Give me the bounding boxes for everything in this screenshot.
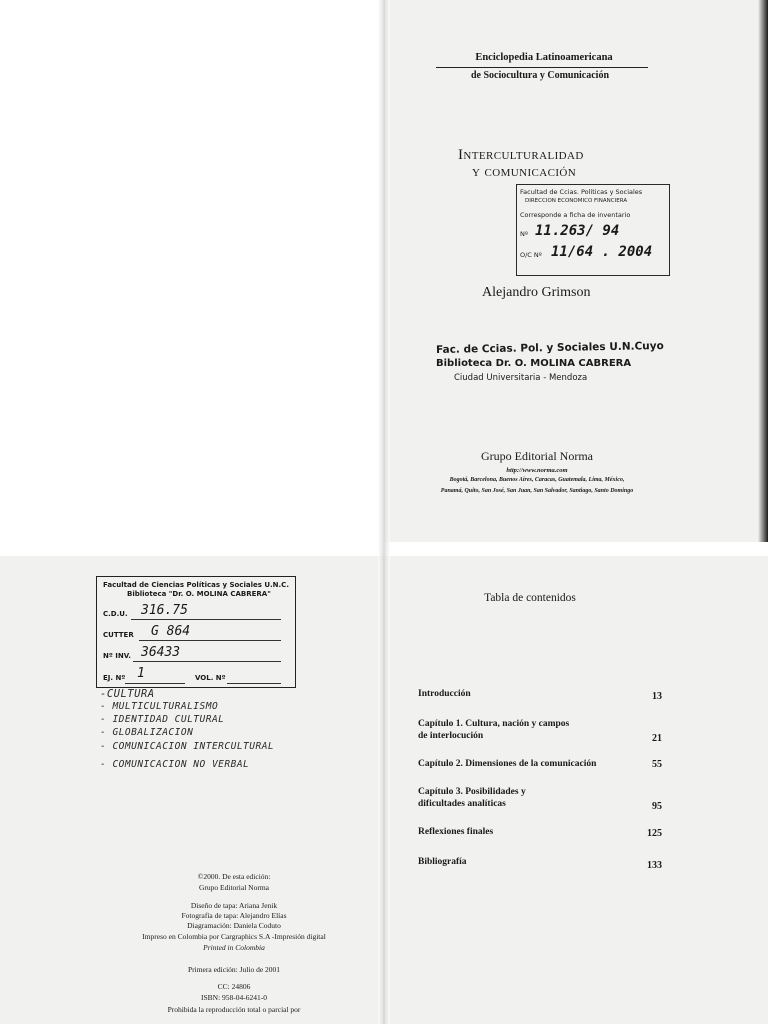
toc-page-number: 21 xyxy=(652,733,662,744)
isbn: ISBN: 958-04-6241-0 xyxy=(200,993,268,1002)
printed-in: Printed in Colombia xyxy=(203,943,265,952)
cover-design-credit: Diseño de tapa: Ariana Jenik xyxy=(190,901,278,910)
toc-entry: Bibliografía xyxy=(418,857,467,867)
publisher-cities-line2: Panamá, Quito, San José, San Juan, San Salvador, Santiago, Santo Domingo xyxy=(440,488,634,494)
inventory-value: 36433 xyxy=(141,645,181,660)
publisher-name: Grupo Editorial Norma xyxy=(481,449,593,463)
toc-page-number: 125 xyxy=(647,828,662,839)
author-name: Alejandro Grimson xyxy=(482,285,591,300)
toc-entry: Reflexiones finales xyxy=(418,827,494,837)
subject-heading: - IDENTIDAD CULTURAL xyxy=(100,714,225,725)
printer-credit: Impreso en Colombia por Cargraphics S.A -Impresión digital xyxy=(142,932,326,941)
toc-title: Tabla de contenidos xyxy=(484,592,576,604)
inventory-stamp: Facultad de Ccias. Políticas y Sociales DIRECCION ECONOMICO FINANCIERA Corresponde a ficha de inventario Nº 11.263/ 94 O/C Nº 11/64 . 2004 xyxy=(516,184,670,276)
order-number: 11/64 . 2004 xyxy=(551,244,653,260)
book-title-line1: Interculturalidad xyxy=(458,147,584,163)
table-of-contents-page xyxy=(384,556,768,1024)
book-gutter xyxy=(378,0,390,1024)
book-title-line2: y comunicación xyxy=(472,164,577,180)
library-stamp-line2: Biblioteca Dr. O. MOLINA CABRERA xyxy=(436,358,632,369)
subject-heading: -CULTURA xyxy=(100,688,155,700)
toc-entry: Capítulo 1. Cultura, nación y campos de interlocución xyxy=(418,719,570,741)
toc-entry: Capítulo 2. Dimensiones de la comunicación xyxy=(418,759,597,769)
reproduction-notice: Prohibida la reproducción total o parcial por xyxy=(167,1005,301,1014)
cover-photo-credit: Fotografía de tapa: Alejandro Elías xyxy=(181,911,287,920)
toc-page-number: 133 xyxy=(647,860,662,871)
subject-heading: - COMUNICACION NO VERBAL xyxy=(100,759,250,770)
subject-heading: - MULTICULTURALISMO xyxy=(100,701,219,712)
series-rule xyxy=(436,67,648,68)
inventory-number: 11.263/ 94 xyxy=(535,223,620,239)
library-stamp-line3: Ciudad Universitaria - Mendoza xyxy=(454,373,588,383)
subject-heading: - GLOBALIZACION xyxy=(100,727,194,738)
toc-page-number: 95 xyxy=(652,801,662,812)
cdu-value: 316.75 xyxy=(141,603,188,618)
blank-page xyxy=(0,0,384,542)
library-stamp-line1: Fac. de Ccias. Pol. y Sociales U.N.Cuyo xyxy=(435,340,664,356)
catalog-stamp: Facultad de Ciencias Políticas y Sociales U.N.C. Biblioteca "Dr. O. MOLINA CABRERA" C.D.U. 316.75 CUTTER G 864 Nº INV. 36433 EJ. Nº 1 VOL. Nº xyxy=(96,576,296,688)
toc-entry: Introducción xyxy=(418,689,471,699)
publisher-url: http://www.norma.com xyxy=(506,467,568,474)
toc-page-number: 13 xyxy=(652,691,662,702)
series-name-line2: de Sociocultura y Comunicación xyxy=(470,70,610,81)
title-page xyxy=(384,0,768,542)
layout-credit: Diagramación: Daniela Coduto xyxy=(187,921,281,930)
copy-number-value: 1 xyxy=(137,666,145,681)
toc-page-number: 55 xyxy=(652,759,662,770)
cc-number: CC: 24806 xyxy=(217,982,251,991)
first-edition: Primera edición: Julio de 2001 xyxy=(187,965,281,974)
copyright-publisher: Grupo Editorial Norma xyxy=(199,883,269,892)
publisher-cities-line1: Bogotá, Barcelona, Buenos Aires, Caracas, Guatemala, Lima, México, xyxy=(449,477,625,483)
cutter-value: G 864 xyxy=(151,624,191,639)
subject-heading: - COMUNICACION INTERCULTURAL xyxy=(100,741,275,752)
toc-entry: Capítulo 3. Posibilidades y dificultades analíticas xyxy=(418,787,526,809)
copyright-notice: ©2000. De esta edición: xyxy=(197,872,271,881)
copyright-page xyxy=(0,556,384,1024)
page-edge-shadow xyxy=(758,0,768,542)
series-name-line1: Enciclopedia Latinoamericana xyxy=(475,52,613,63)
